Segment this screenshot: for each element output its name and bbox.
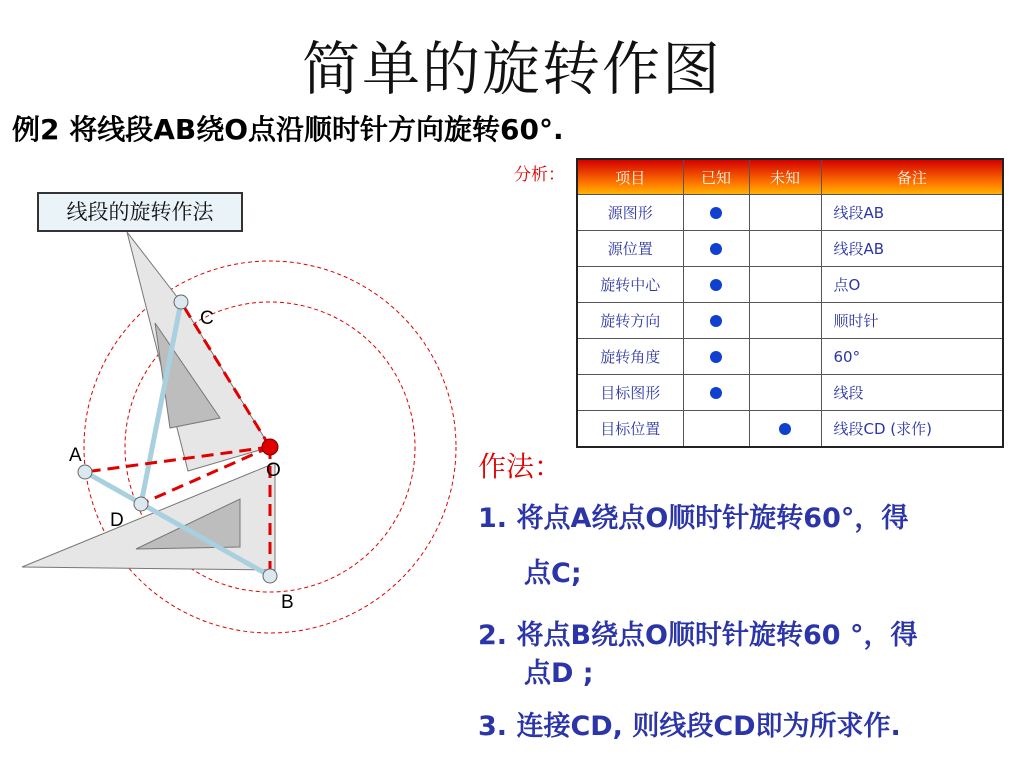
cell-note: 点O <box>821 267 1003 303</box>
point-b <box>263 569 277 583</box>
table-row <box>577 303 1003 339</box>
table-row <box>577 195 1003 231</box>
cell-unknown <box>749 195 821 231</box>
cell-item: 旋转方向 <box>577 303 683 339</box>
set-square-vertical <box>127 232 270 471</box>
method-box-label: 线段的旋转作法 <box>37 192 243 232</box>
point-c <box>174 295 188 309</box>
cell-unknown <box>749 231 821 267</box>
cell-unknown <box>749 339 821 375</box>
step-1-line-2: 点C; <box>524 558 582 589</box>
header-item: 项目 <box>577 159 683 195</box>
table-row <box>577 231 1003 267</box>
label-c: C <box>200 308 214 329</box>
known-dot-icon <box>710 387 722 399</box>
label-a: A <box>69 445 82 466</box>
cell-known <box>683 339 749 375</box>
known-dot-icon <box>710 315 722 327</box>
cell-note: 线段AB <box>821 231 1003 267</box>
cell-item: 旋转中心 <box>577 267 683 303</box>
cell-item: 目标图形 <box>577 375 683 411</box>
table-header-row <box>577 159 1003 195</box>
table-row <box>577 411 1003 448</box>
cell-item: 旋转角度 <box>577 339 683 375</box>
cell-item: 目标位置 <box>577 411 683 448</box>
step-2-line-2: 点D ; <box>524 658 594 689</box>
label-b: B <box>281 592 294 613</box>
cell-note: 顺时针 <box>821 303 1003 339</box>
cell-note: 线段 <box>821 375 1003 411</box>
analysis-label: 分析： <box>514 165 565 185</box>
page-title: 简单的旋转作图 <box>301 35 722 103</box>
cell-item: 源图形 <box>577 195 683 231</box>
cell-known <box>683 375 749 411</box>
step-3: 3. 连接CD, 则线段CD即为所求作. <box>478 711 901 742</box>
example-heading: 例2 将线段AB绕O点沿顺时针方向旋转60°. <box>12 113 564 146</box>
cell-unknown <box>749 375 821 411</box>
header-note: 备注 <box>821 159 1003 195</box>
point-d <box>134 497 148 511</box>
point-a <box>78 465 92 479</box>
analysis-table <box>576 158 1004 448</box>
header-unknown: 未知 <box>749 159 821 195</box>
point-o <box>262 439 278 455</box>
table-row <box>577 267 1003 303</box>
cell-note: 60° <box>821 339 1003 375</box>
known-dot-icon <box>710 279 722 291</box>
cell-known <box>683 303 749 339</box>
method-title: 作法： <box>478 450 563 483</box>
cell-known <box>683 231 749 267</box>
header-known: 已知 <box>683 159 749 195</box>
step-1-line-1: 1. 将点A绕点O顺时针旋转60°，得 <box>478 503 909 534</box>
cell-known <box>683 411 749 448</box>
cell-note: 线段AB <box>821 195 1003 231</box>
unknown-dot-icon <box>779 423 791 435</box>
cell-item: 源位置 <box>577 231 683 267</box>
cell-unknown <box>749 303 821 339</box>
table-row <box>577 375 1003 411</box>
known-dot-icon <box>710 351 722 363</box>
known-dot-icon <box>710 207 722 219</box>
step-2-line-1: 2. 将点B绕点O顺时针旋转60 °，得 <box>478 620 918 651</box>
cell-note: 线段CD (求作) <box>821 411 1003 448</box>
label-d: D <box>110 510 124 531</box>
cell-unknown <box>749 267 821 303</box>
label-o: O <box>266 460 281 481</box>
cell-known <box>683 267 749 303</box>
cell-unknown <box>749 411 821 448</box>
cell-known <box>683 195 749 231</box>
known-dot-icon <box>710 243 722 255</box>
table-row <box>577 339 1003 375</box>
